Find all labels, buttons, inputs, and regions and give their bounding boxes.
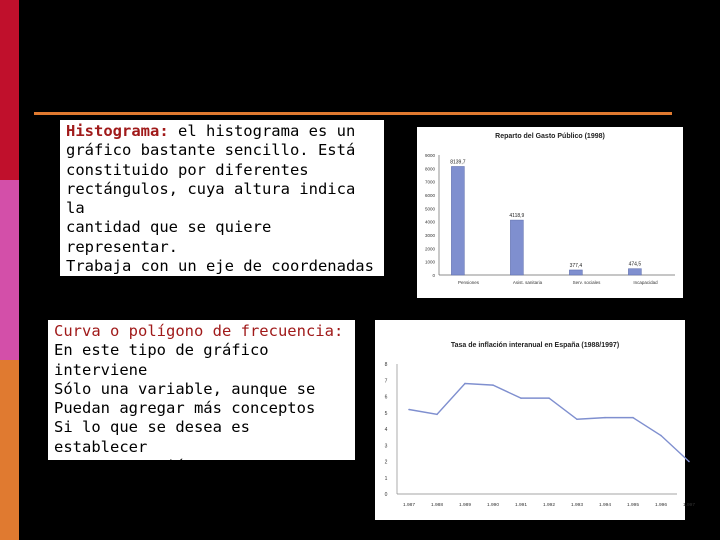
y-tick-label: 9000	[424, 153, 435, 158]
x-tick-label: 1.994	[598, 503, 612, 508]
histogram-line: constituido por diferentes	[66, 160, 309, 179]
line-chart-svg	[375, 320, 696, 520]
bar-value-label: 4118,9	[509, 213, 525, 220]
data-point	[520, 397, 522, 399]
x-tick-label: Serv. sociales	[572, 280, 601, 285]
x-tick-label: 1.995	[626, 503, 640, 508]
curve-line: Sólo una variable, aunque se	[54, 379, 316, 398]
y-tick-label: 5000	[424, 206, 435, 212]
accent-strip-pink	[0, 180, 19, 360]
x-tick-label: 1.989	[458, 503, 472, 508]
histogram-term: Histograma:	[66, 122, 169, 140]
y-tick-label: 7	[384, 378, 388, 385]
curve-line: En este tipo de gráfico interviene	[54, 341, 269, 379]
y-tick-label: 4	[384, 427, 388, 433]
chart-title: Tasa de inflación interanual en España (1988/1997)	[450, 342, 620, 349]
y-tick-label: 2000	[424, 246, 435, 252]
chart-title: Reparto del Gasto Público (1998)	[495, 133, 605, 140]
histogram-line: sobre el que se apoyan los conceptos.	[66, 276, 309, 314]
y-tick-label: 6	[384, 394, 388, 401]
y-tick-label: 8000	[424, 166, 435, 172]
curve-term: Curva o polígono de frecuencia:	[54, 322, 344, 340]
y-tick-label: 8	[384, 362, 388, 368]
data-point	[576, 418, 578, 420]
y-tick-label: 7000	[424, 179, 435, 185]
bar-value-label: 377,4	[569, 262, 583, 269]
bar-value-label: 474,5	[628, 261, 642, 268]
data-point	[632, 417, 634, 419]
y-tick-label: 1000	[424, 259, 435, 265]
curve-line: Puedan agregar más conceptos	[54, 399, 316, 418]
y-tick-label: 1	[384, 475, 388, 482]
curve-line: Una comparación.	[54, 457, 204, 476]
x-tick-label: 1.997	[682, 503, 696, 508]
y-tick-label: 6000	[424, 193, 435, 198]
line-chart	[375, 320, 696, 520]
histogram-line: rectángulos, cuya altura indica la	[66, 179, 356, 218]
bar-chart-svg	[417, 127, 683, 298]
data-point	[604, 417, 606, 419]
x-tick-label: 1.996	[654, 503, 668, 508]
bar-chart	[417, 127, 683, 298]
histogram-line: cantidad que se quiere representar.	[66, 218, 272, 256]
histogram-line: gráfico bastante sencillo. Está	[66, 141, 356, 160]
x-tick-label: 1.992	[542, 503, 556, 508]
bar	[451, 166, 464, 275]
y-tick-label: 3000	[424, 233, 435, 238]
accent-strip-orange	[0, 360, 19, 540]
x-tick-label: 1.987	[402, 503, 416, 508]
histogram-line: el histograma es un	[168, 122, 356, 140]
bar	[628, 269, 641, 275]
data-point	[464, 383, 466, 385]
x-tick-label: Incapacidad	[633, 280, 658, 285]
data-point	[660, 435, 662, 437]
data-point	[436, 414, 438, 416]
histogram-text-box	[60, 120, 384, 314]
bar	[510, 220, 523, 275]
x-tick-label: Pensiones	[457, 280, 480, 285]
accent-strip-red	[0, 0, 19, 180]
histogram-line: Trabaja con un eje de coordenadas	[66, 257, 374, 276]
y-tick-label: 0	[384, 492, 388, 498]
y-tick-label: 4000	[424, 219, 435, 225]
x-tick-label: 1.993	[570, 503, 584, 508]
x-tick-label: 1.988	[430, 503, 444, 508]
y-tick-label: 3	[384, 443, 388, 450]
title-divider	[34, 112, 672, 115]
series-line	[409, 384, 689, 462]
curve-line: Si lo que se desea es establecer	[54, 418, 250, 456]
data-point	[688, 461, 690, 463]
bar-value-label: 8139,7	[450, 159, 466, 166]
data-point	[548, 397, 550, 399]
y-tick-label: 5	[384, 410, 388, 417]
y-tick-label: 0	[432, 273, 435, 278]
curve-text-box	[48, 320, 355, 476]
x-tick-label: 1.990	[486, 503, 500, 508]
x-tick-label: Asist. sanitaria	[512, 280, 543, 285]
x-tick-label: 1.991	[514, 503, 528, 508]
bar	[569, 270, 582, 275]
data-point	[492, 384, 494, 386]
y-tick-label: 2	[384, 459, 388, 466]
data-point	[408, 409, 410, 411]
